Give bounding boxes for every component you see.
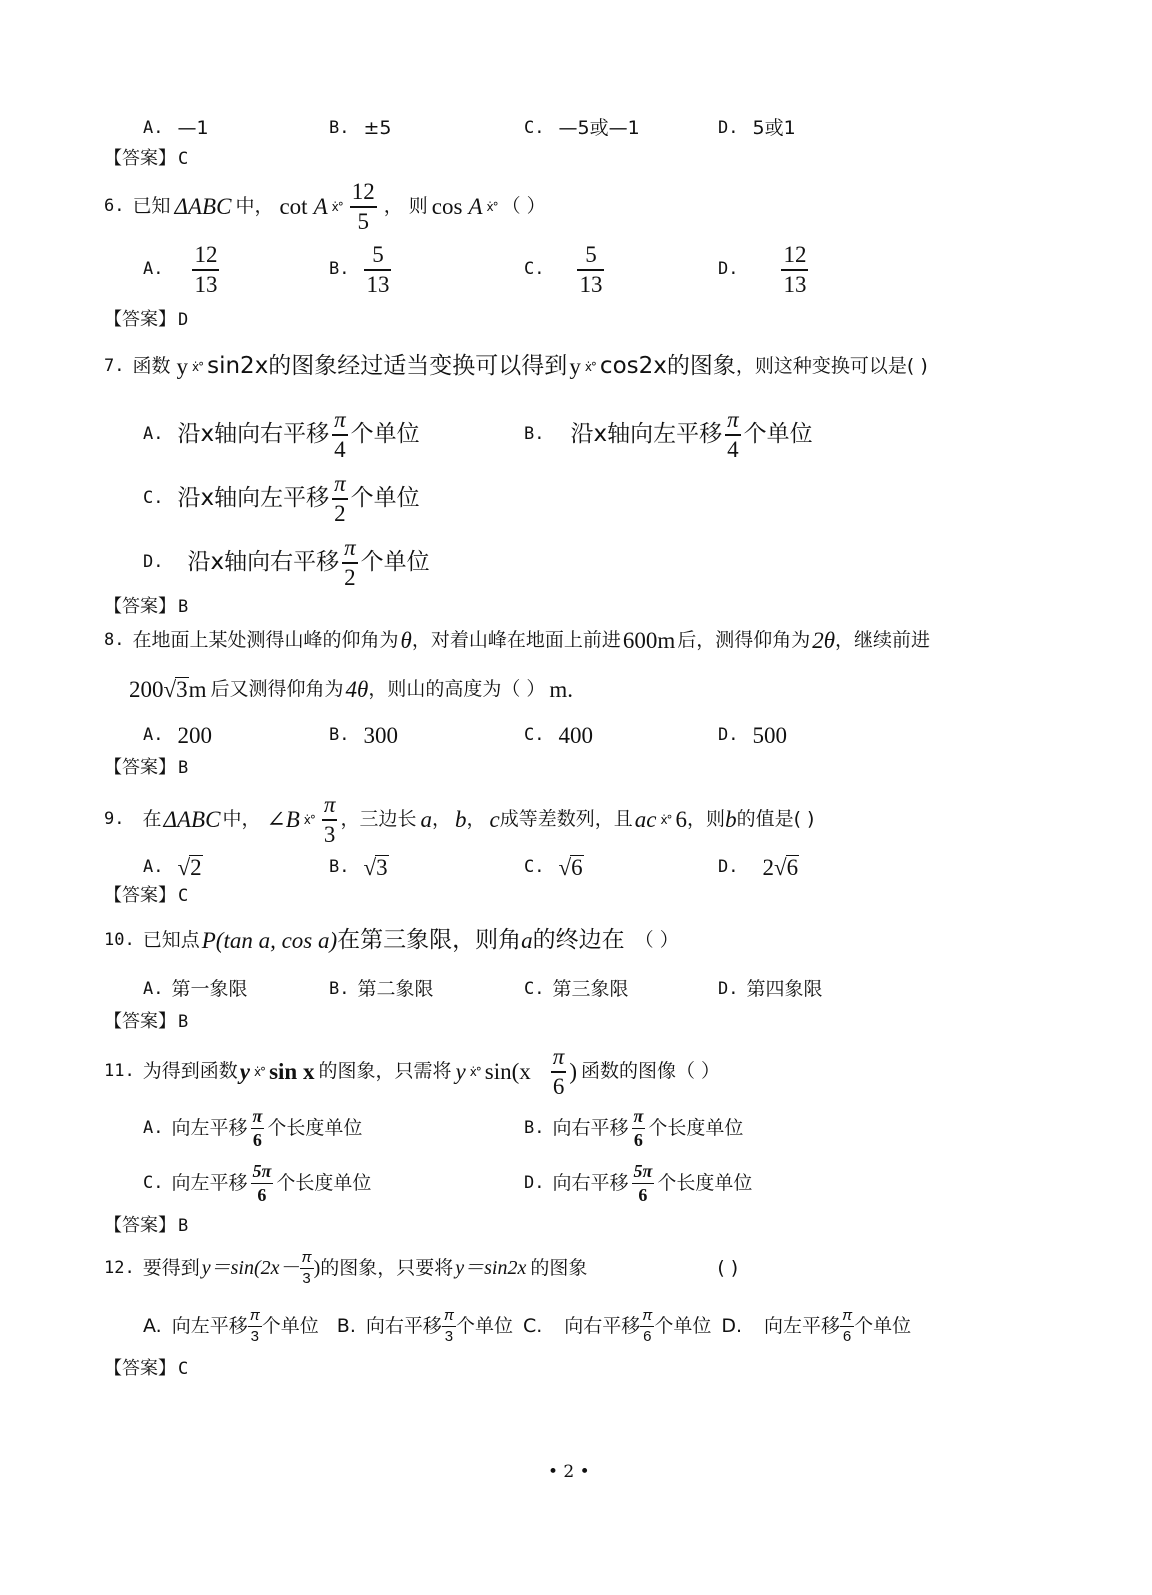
q6-option-b: B. $\frac{5}{13}$ [329, 242, 390, 297]
fraction: $\frac{12}{5}$ [351, 179, 375, 234]
q11-option-a: A. 向左平移 $\frac{\pi}{6}$ 个长度单位 [143, 1106, 363, 1151]
q12-option-c: C. 向右平移 $\frac{\pi}{6}$ 个单位 [522, 1307, 712, 1346]
q9-option-b: B. √ 3 [329, 855, 388, 880]
q7-option-a: A. 沿x轴向右平移 $\frac{\pi}{4}$ 个单位 [143, 407, 420, 462]
q5-option-a: A. —1 [143, 117, 209, 139]
q7-option-c: C. 沿x轴向左平移 $\frac{\pi}{2}$ 个单位 [143, 471, 420, 526]
q5-option-c: C. —5或—1 [524, 117, 640, 139]
answer-q11: 【答案】 B [104, 1215, 189, 1236]
answer-q6: 【答案】 D [104, 309, 189, 330]
q6-option-a: A. $\frac{12}{13}$ [143, 242, 218, 297]
page-number: • 2 • [548, 1462, 590, 1482]
q10-option-a: A. 第一象限 [143, 978, 248, 1000]
answer-q12: 【答案】 C [104, 1358, 189, 1379]
q7-option-d: D. 沿x轴向右平移 $\frac{\pi}{2}$ 个单位 [143, 535, 430, 590]
q8-option-d: D. 500 [718, 723, 787, 748]
question-8-line2: 200 √ 3 m 后又测得仰角为 4θ ，则山的高度为（ ） m. [129, 676, 574, 702]
question-7-stem: 7. 函数 y ẋ° sin2x的图象经过适当变换可以得到 y ẋ° cos2x的图象 ，则这种变换可以是( ) [104, 353, 928, 379]
q9-option-a: A. √ 2 [143, 855, 202, 880]
q9-option-c: C. √ 6 [524, 855, 583, 880]
question-9-stem: 9. 在 ΔABC 中， ∠B ẋ° $\frac{\pi}{3}$ ，三边长 a ， b ， c 成等差数列，且 ac ẋ° 6 ，则 b 的值是( ) [104, 792, 815, 847]
q12-option-d: D. 向左平移 $\frac{\pi}{6}$ 个单位 [721, 1307, 912, 1346]
answer-q8: 【答案】 B [104, 757, 189, 778]
answer-q5: 【答案】 C [104, 148, 189, 169]
answer-q7: 【答案】 B [104, 596, 189, 617]
q12-options [143, 1308, 911, 1345]
q6-option-c: C. $\frac{5}{13}$ [524, 242, 603, 297]
question-10-stem: 10. 已知点 P(tan a, cos a) 在第三象限，则角 a 的终边在 （ ） [104, 927, 679, 953]
q12-option-a: A. 向左平移 $\frac{\pi}{3}$ 个单位 [143, 1307, 319, 1346]
q8-option-c: C. 400 [524, 723, 593, 748]
q5-option-b: B. ±5 [329, 117, 392, 139]
q12-option-b: B. 向右平移 $\frac{\pi}{3}$ 个单位 [336, 1307, 513, 1346]
q10-option-b: B. 第二象限 [329, 978, 434, 1000]
q11-option-b: B. 向右平移 $\frac{\pi}{6}$ 个长度单位 [524, 1106, 744, 1151]
answer-q10: 【答案】 B [104, 1011, 189, 1032]
answer-q9: 【答案】 C [104, 885, 189, 906]
q10-option-d: D. 第四象限 [718, 978, 823, 1000]
question-11-stem: 11. 为得到函数 y ẋ° sin x 的图象，只需将 y ẋ° sin(x $\frac{\pi}{6}$ ) 函数的图像（ ） [104, 1044, 721, 1099]
question-12-stem: 12. 要得到 y＝sin(2x－ $\frac{\pi}{3}$ ) 的图象，只要将 y＝sin2x 的图象 ( ) [104, 1249, 739, 1288]
q11-option-c: C. 向左平移 $\frac{5\pi}{6}$ 个长度单位 [143, 1161, 372, 1206]
q7-option-b: B. 沿x轴向左平移 $\frac{\pi}{4}$ 个单位 [524, 407, 813, 462]
question-8-line1: 8. 在地面上某处测得山峰的仰角为 θ ，对着山峰在地面上前进 600m 后，测得仰角为 2θ ，继续前进 [104, 628, 931, 653]
q11-option-d: D. 向右平移 $\frac{5\pi}{6}$ 个长度单位 [524, 1161, 753, 1206]
q5-option-d: D. 5或1 [718, 117, 796, 139]
question-6-stem: 6. 已知 ΔABC 中， cot A ẋ° $\frac{12}{5}$ ， 则 cos A ẋ° （ ） [104, 179, 546, 234]
q8-option-b: B. 300 [329, 723, 398, 748]
q8-option-a: A. 200 [143, 723, 212, 748]
q6-option-d: D. $\frac{12}{13}$ [718, 242, 807, 297]
q10-option-c: C. 第三象限 [524, 978, 629, 1000]
q9-option-d: D. 2 √ 6 [718, 854, 799, 880]
